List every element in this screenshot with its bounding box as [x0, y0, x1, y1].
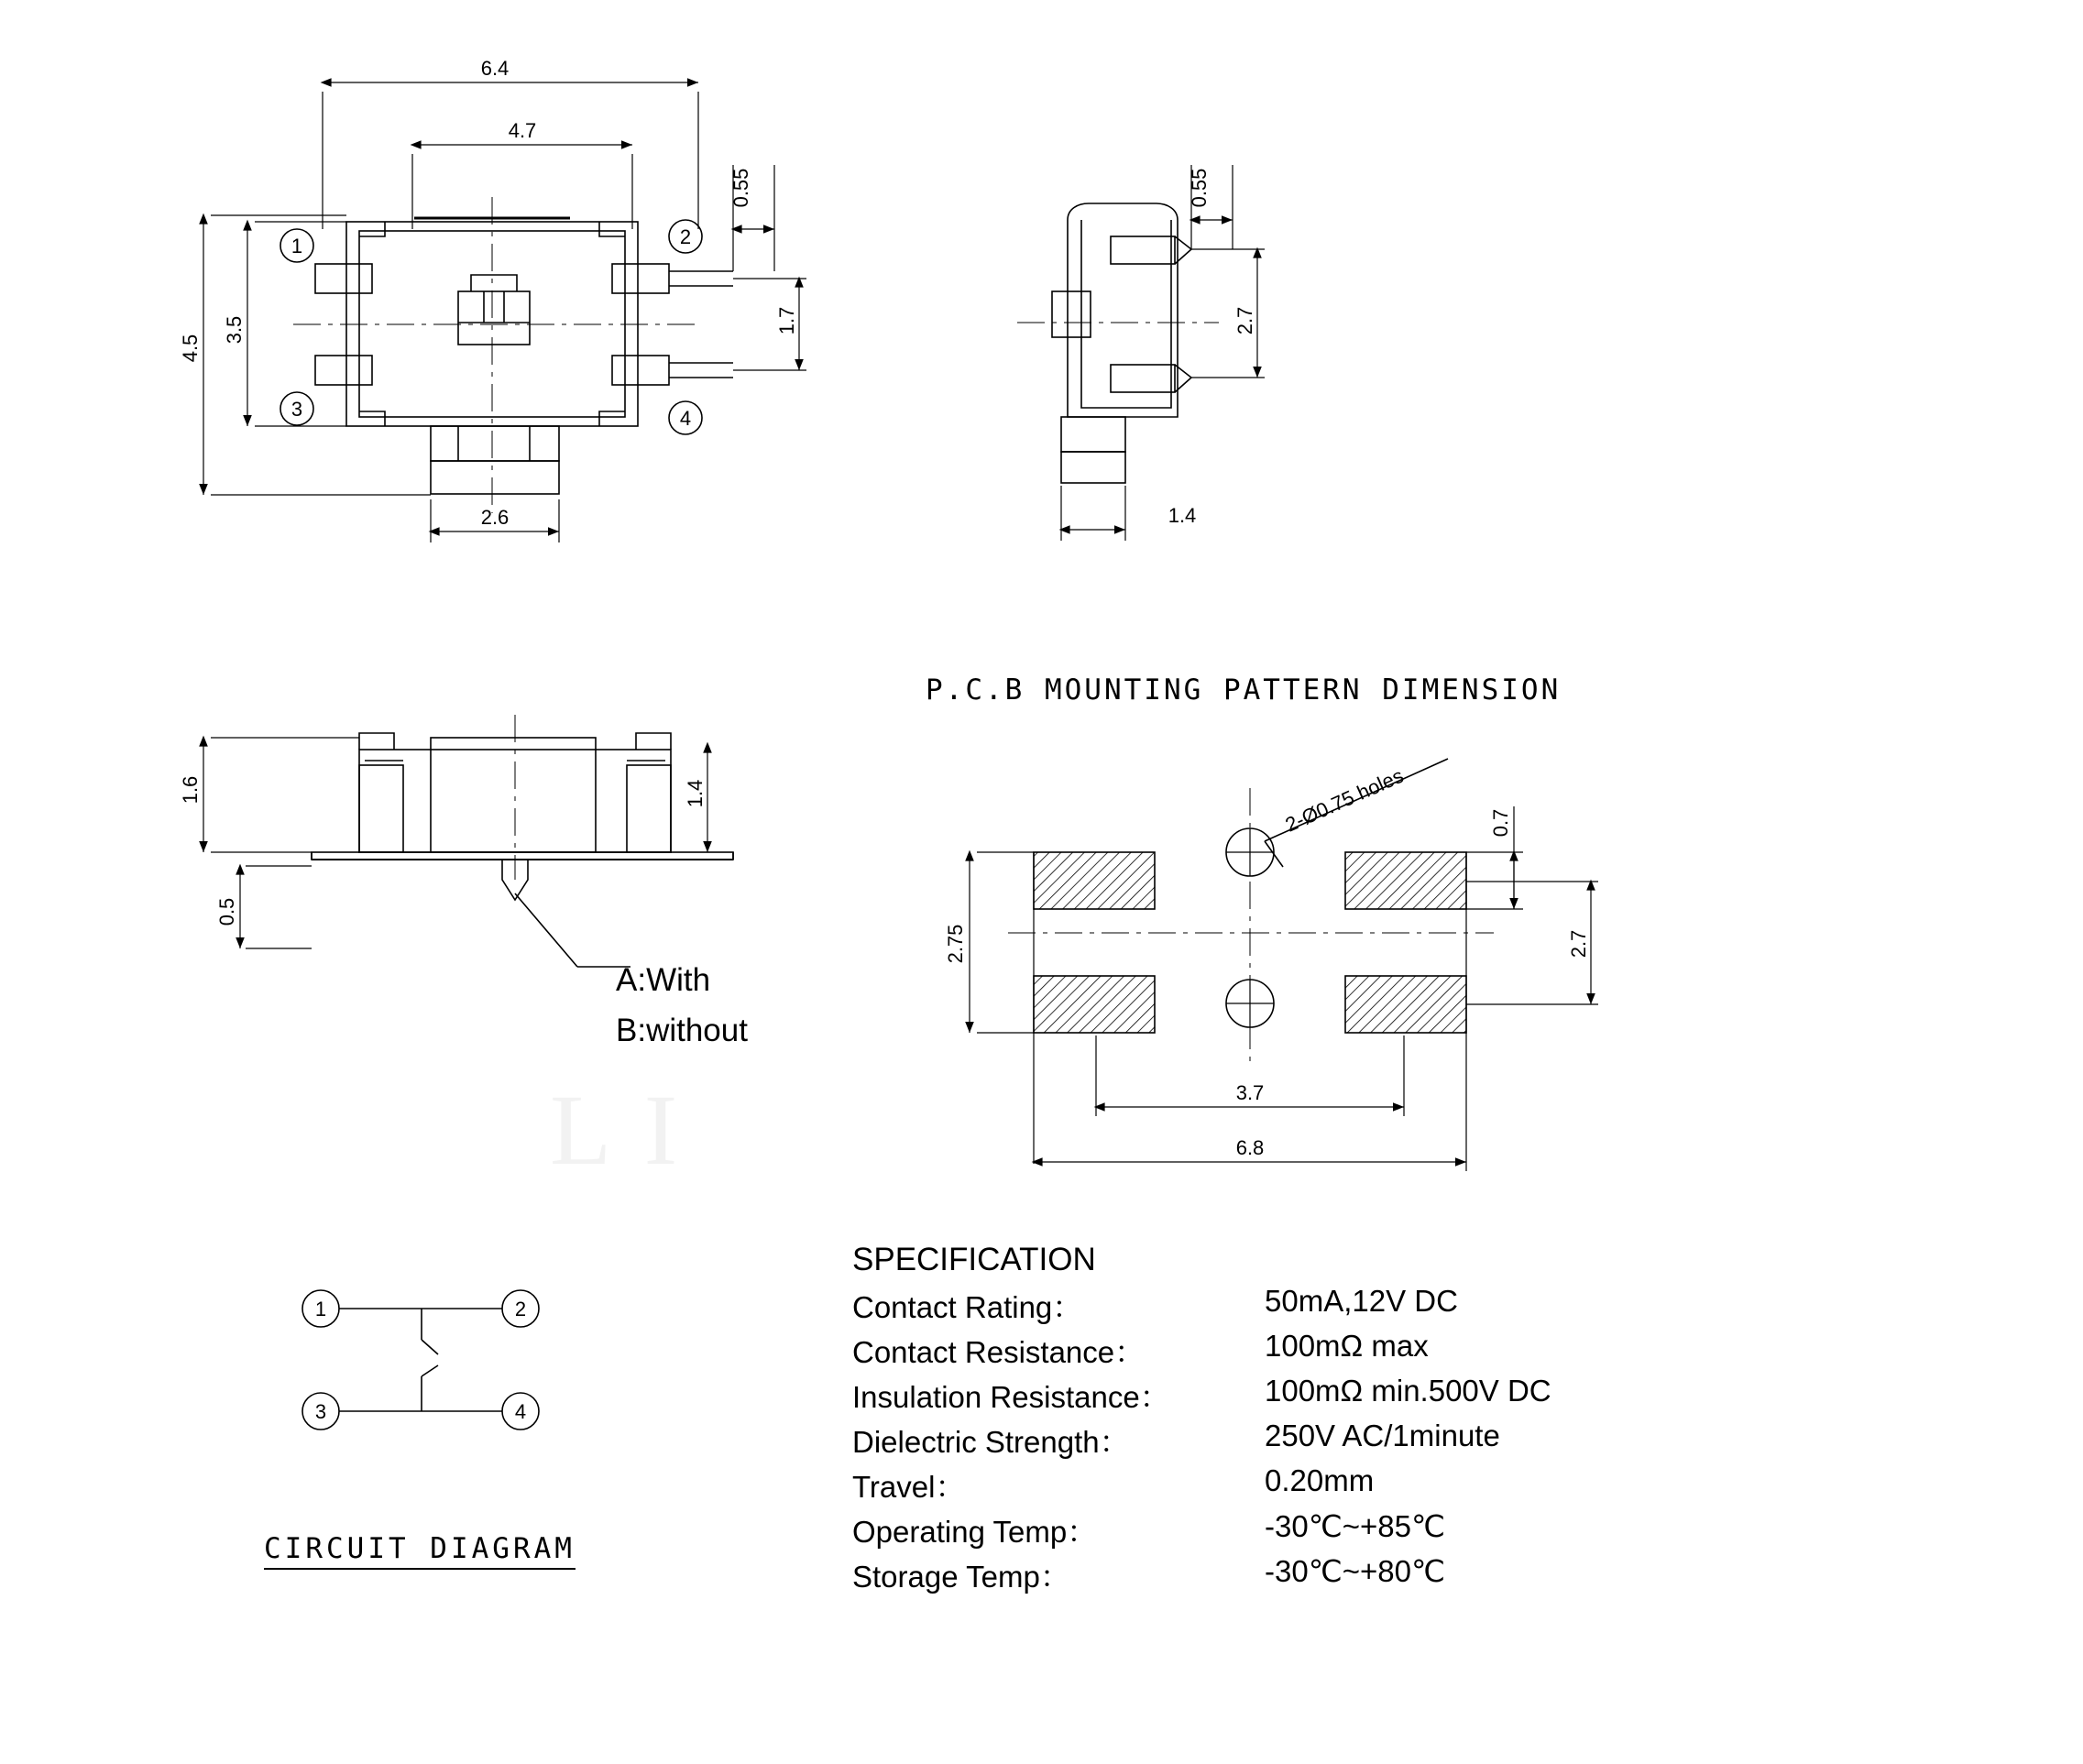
- dim-overall-width-6p4: [323, 82, 698, 229]
- side-view-geometry: [1017, 203, 1219, 483]
- dim-text-6p4: 6.4: [480, 57, 510, 80]
- table-row: [852, 1328, 1551, 1373]
- dim-text-2p75: 2.75: [944, 924, 967, 964]
- spec-value: -30℃~+85℃: [1265, 1509, 1446, 1543]
- spec-key: Contact Rating：: [852, 1290, 1083, 1324]
- pin-label-4: 4: [679, 407, 692, 430]
- dim-text-2p6: 2.6: [480, 506, 510, 529]
- pin-label-3: 3: [291, 398, 303, 421]
- pin-callouts: [280, 220, 702, 434]
- table-row: [852, 1552, 1551, 1597]
- dim-text-4p7: 4.7: [508, 119, 537, 142]
- circuit-terminal-3: 3: [314, 1400, 327, 1423]
- dim-text-0p7: 0.7: [1489, 808, 1512, 838]
- spec-value: 0.20mm: [1265, 1463, 1375, 1497]
- dim-text-0p55-side: 0.55: [1188, 168, 1211, 208]
- top-view-geometry: [293, 197, 733, 513]
- pcb-pattern-geometry: [1008, 759, 1494, 1068]
- circuit-terminal-2: 2: [514, 1298, 527, 1320]
- dim-text-1p4-side: 1.4: [1168, 504, 1197, 527]
- circuit-diagram-geometry: [302, 1290, 539, 1430]
- spec-key: Travel：: [852, 1470, 966, 1504]
- spec-key: Dielectric Strength：: [852, 1425, 1130, 1459]
- pin-label-2: 2: [679, 225, 692, 248]
- pin-label-1: 1: [291, 235, 303, 257]
- specification-table: [852, 1283, 1551, 1597]
- spec-key: Contact Resistance：: [852, 1335, 1146, 1369]
- dim-pcb-2p75: [970, 852, 1034, 1164]
- dim-text-0p5: 0.5: [215, 897, 238, 926]
- watermark: L I: [550, 1074, 684, 1186]
- dim-side-boss-1p4: [1061, 486, 1125, 541]
- spec-value: 50mA,12V DC: [1265, 1284, 1458, 1318]
- table-row: [852, 1507, 1551, 1552]
- spec-value: -30℃~+80℃: [1265, 1554, 1446, 1588]
- specification-title: SPECIFICATION: [852, 1242, 1096, 1277]
- front-view-geometry: [312, 715, 733, 967]
- table-row: [852, 1463, 1551, 1507]
- circuit-terminal-4: 4: [514, 1400, 527, 1423]
- boss-note-b: B:without: [616, 1013, 748, 1048]
- boss-note-a: A:With: [616, 962, 711, 998]
- spec-key: Storage Temp：: [852, 1560, 1070, 1594]
- dim-text-0p55-top: 0.55: [729, 168, 752, 208]
- dim-text-3p7: 3.7: [1235, 1081, 1265, 1104]
- dim-text-3p5: 3.5: [223, 315, 246, 345]
- spec-value: 250V AC/1minute: [1265, 1419, 1500, 1452]
- dim-text-1p7: 1.7: [775, 306, 798, 335]
- circuit-diagram-title: CIRCUIT DIAGRAM: [264, 1532, 576, 1570]
- dim-front-height-1p6: [203, 738, 359, 852]
- dim-pin-span-4p7: [412, 145, 632, 229]
- pcb-hole-note: 2-Ø0.75 holes: [1281, 763, 1408, 837]
- dim-text-1p6: 1.6: [179, 775, 202, 805]
- specification-block: [852, 1242, 1677, 1597]
- circuit-terminal-1: 1: [314, 1298, 327, 1320]
- dim-text-1p4-front: 1.4: [684, 779, 707, 808]
- dim-front-stem-0p5: [240, 866, 312, 948]
- table-row: [852, 1283, 1551, 1328]
- table-row: [852, 1373, 1551, 1418]
- dim-text-2p7-pcb: 2.7: [1567, 929, 1590, 959]
- dim-text-6p8: 6.8: [1235, 1136, 1265, 1159]
- dim-text-2p7-side: 2.7: [1233, 306, 1256, 335]
- dimension-labels: [179, 57, 1590, 1423]
- table-row: [852, 1418, 1551, 1463]
- spec-value: 100mΩ max: [1265, 1329, 1429, 1363]
- spec-value: 100mΩ min.500V DC: [1265, 1374, 1551, 1408]
- dim-text-4p5: 4.5: [179, 334, 202, 363]
- pcb-pattern-title: P.C.B MOUNTING PATTERN DIMENSION: [926, 674, 1562, 707]
- spec-key: Insulation Resistance：: [852, 1380, 1170, 1414]
- spec-key: Operating Temp：: [852, 1515, 1098, 1549]
